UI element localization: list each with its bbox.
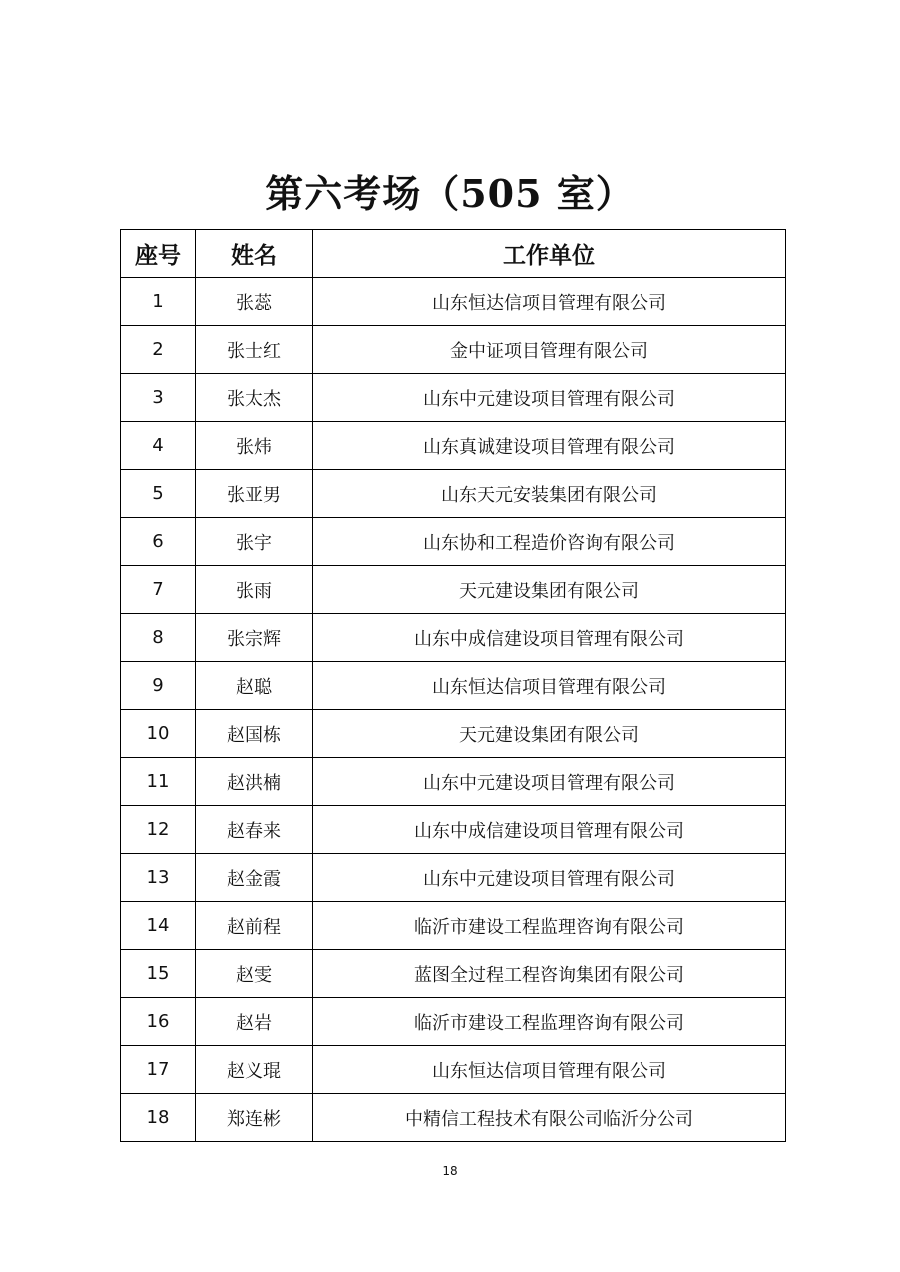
table-row: [121, 614, 786, 662]
table-header-row: [121, 230, 786, 278]
table-row: [121, 566, 786, 614]
header-seat-number: 座号: [121, 230, 196, 278]
name-cell: 郑连彬: [196, 1094, 313, 1142]
seat-number-cell: 18: [121, 1094, 196, 1142]
table-row: [121, 998, 786, 1046]
page-title: 第六考场（505 室）: [265, 171, 635, 216]
work-unit-cell: 山东真诚建设项目管理有限公司: [313, 422, 786, 470]
table-row: [121, 1046, 786, 1094]
name-cell: 张士红: [196, 326, 313, 374]
name-cell: 张蕊: [196, 278, 313, 326]
name-cell: 张亚男: [196, 470, 313, 518]
table-row: [121, 326, 786, 374]
table-row: [121, 662, 786, 710]
name-cell: 张宗辉: [196, 614, 313, 662]
seat-number-cell: 10: [121, 710, 196, 758]
table-row: [121, 518, 786, 566]
table-row: [121, 374, 786, 422]
table-row: [121, 854, 786, 902]
table-row: [121, 278, 786, 326]
name-cell: 赵岩: [196, 998, 313, 1046]
work-unit-cell: 金中证项目管理有限公司: [313, 326, 786, 374]
work-unit-cell: 山东中元建设项目管理有限公司: [313, 854, 786, 902]
seat-number-cell: 12: [121, 806, 196, 854]
seat-number-cell: 7: [121, 566, 196, 614]
name-cell: 赵雯: [196, 950, 313, 998]
work-unit-cell: 天元建设集团有限公司: [313, 710, 786, 758]
table-body: [121, 278, 786, 1142]
work-unit-cell: 山东中成信建设项目管理有限公司: [313, 614, 786, 662]
seat-number-cell: 8: [121, 614, 196, 662]
seat-number-cell: 2: [121, 326, 196, 374]
work-unit-cell: 山东恒达信项目管理有限公司: [313, 1046, 786, 1094]
name-cell: 赵洪楠: [196, 758, 313, 806]
name-cell: 张雨: [196, 566, 313, 614]
header-name: 姓名: [196, 230, 313, 278]
seat-number-cell: 16: [121, 998, 196, 1046]
table-row: [121, 806, 786, 854]
work-unit-cell: 山东天元安装集团有限公司: [313, 470, 786, 518]
work-unit-cell: 天元建设集团有限公司: [313, 566, 786, 614]
seat-number-cell: 5: [121, 470, 196, 518]
seat-number-cell: 15: [121, 950, 196, 998]
name-cell: 赵义琨: [196, 1046, 313, 1094]
name-cell: 赵前程: [196, 902, 313, 950]
work-unit-cell: 山东中元建设项目管理有限公司: [313, 374, 786, 422]
seat-number-cell: 17: [121, 1046, 196, 1094]
table-row: [121, 758, 786, 806]
page-number: 18: [442, 1164, 458, 1178]
work-unit-cell: 山东协和工程造价咨询有限公司: [313, 518, 786, 566]
table-row: [121, 1094, 786, 1142]
table-row: [121, 902, 786, 950]
seat-number-cell: 9: [121, 662, 196, 710]
table-row: [121, 422, 786, 470]
work-unit-cell: 山东中成信建设项目管理有限公司: [313, 806, 786, 854]
name-cell: 张宇: [196, 518, 313, 566]
work-unit-cell: 蓝图全过程工程咨询集团有限公司: [313, 950, 786, 998]
seat-number-cell: 6: [121, 518, 196, 566]
table-row: [121, 710, 786, 758]
name-cell: 赵聪: [196, 662, 313, 710]
seat-number-cell: 1: [121, 278, 196, 326]
seat-number-cell: 11: [121, 758, 196, 806]
work-unit-cell: 临沂市建设工程监理咨询有限公司: [313, 998, 786, 1046]
name-cell: 张炜: [196, 422, 313, 470]
table-row: [121, 950, 786, 998]
exam-seating-table: [120, 229, 786, 1142]
work-unit-cell: 中精信工程技术有限公司临沂分公司: [313, 1094, 786, 1142]
work-unit-cell: 山东恒达信项目管理有限公司: [313, 662, 786, 710]
header-work-unit: 工作单位: [313, 230, 786, 278]
work-unit-cell: 山东恒达信项目管理有限公司: [313, 278, 786, 326]
work-unit-cell: 临沂市建设工程监理咨询有限公司: [313, 902, 786, 950]
name-cell: 赵国栋: [196, 710, 313, 758]
name-cell: 赵金霞: [196, 854, 313, 902]
work-unit-cell: 山东中元建设项目管理有限公司: [313, 758, 786, 806]
table-row: [121, 470, 786, 518]
seat-number-cell: 14: [121, 902, 196, 950]
seat-number-cell: 3: [121, 374, 196, 422]
seat-number-cell: 13: [121, 854, 196, 902]
name-cell: 张太杰: [196, 374, 313, 422]
seat-number-cell: 4: [121, 422, 196, 470]
name-cell: 赵春来: [196, 806, 313, 854]
